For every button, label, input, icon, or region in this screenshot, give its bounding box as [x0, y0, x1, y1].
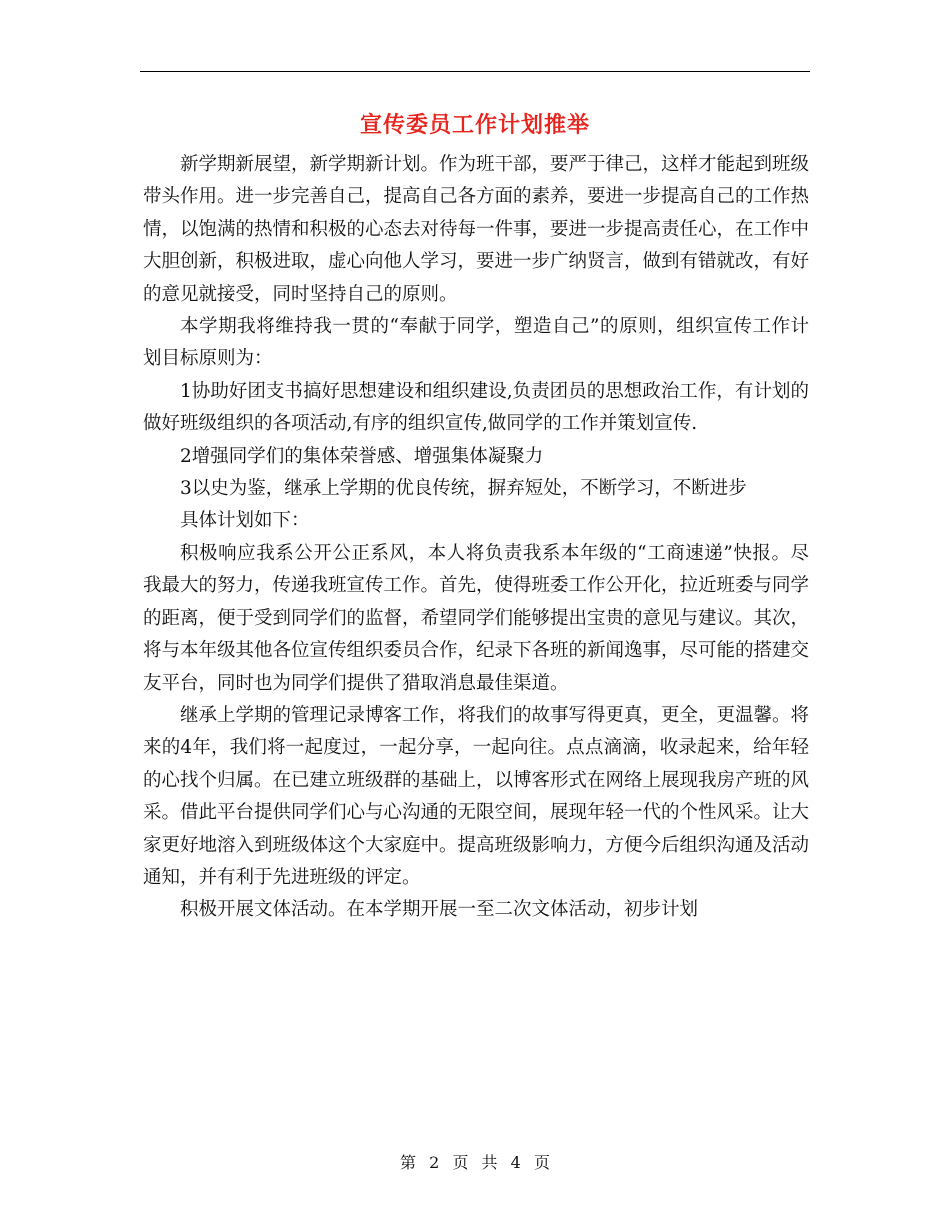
document-body — [143, 149, 809, 927]
paragraph-newsletter: 积极响应我系公开公正系风，本人将负责我系本年级的“工商速递”快报。尽我最大的努力，传递我班宣传工作。首先，使得班委工作公开化，拉近班委与同学的距离，便于受到同学们的监督，希望同学们能够提出宝贵的意见与建议。其次，将与本年级其他各位宣传组织委员合作，纪录下各班的新闻逸事，尽可能的搭建交友平台，同时也为同学们提供了猎取消息最佳渠道。 — [143, 542, 810, 694]
paragraph-goal-1: 1协助好团支书搞好思想建设和组织建设,负责团员的思想政治工作，有计划的做好班级组织的各项活动,有序的组织宣传,做同学的工作并策划宣传. — [143, 380, 809, 435]
footer-current-page: 2 — [429, 1153, 440, 1172]
footer-total-pages: 4 — [510, 1153, 521, 1172]
header-rule — [140, 71, 810, 72]
document-title: 宣传委员工作计划推举 — [359, 112, 590, 138]
footer-page-mid: 页 — [452, 1153, 469, 1172]
paragraph-blog: 继承上学期的管理记录博客工作，将我们的故事写得更真，更全，更温馨。将来的4年，我们将一起度过，一起分享，一起向往。点点滴滴，收录起来，给年轻的心找个归属。在已建立班级群的基础上，以博客形式在网络上展现我房产班的风采。借此平台提供同学们心与心沟通的无限空间，展现年轻一代的个性风采。让大家更好地溶入到班级体这个大家庭中。提高班级影响力，方便今后组织沟通及活动通知，并有利于先进班级的评定。 — [143, 704, 810, 888]
paragraph-intro: 新学期新展望，新学期新计划。作为班干部，要严于律己，这样才能起到班级带头作用。进一步完善自己，提高自己各方面的素养，要进一步提高自己的工作热情，以饱满的热情和积极的心态去对待每一件事，要进一步提高责任心，在工作中大胆创新，积极进取，虚心向他人学习，要进一步广纳贤言，做到有错就改，有好的意见就接受，同时坚持自己的原则。 — [143, 154, 810, 305]
footer-page-post: 页 — [533, 1153, 550, 1172]
paragraph-goal-2: 2增强同学们的集体荣誉感、增强集体凝聚力 — [180, 445, 544, 467]
paragraph-principle: 本学期我将维持我一贯的“奉献于同学，塑造自己”的原则，组织宣传工作计划目标原则为： — [143, 316, 809, 370]
paragraph-activities: 积极开展文体活动。在本学期开展一至二次文体活动，初步计划 — [180, 899, 699, 921]
paragraph-plan-heading: 具体计划如下： — [180, 510, 310, 532]
page-footer — [0, 1150, 950, 1173]
paragraph-goal-3: 3以史为鉴，继承上学期的优良传统，摒弃短处，不断学习，不断进步 — [180, 478, 747, 500]
footer-total-label: 共 — [481, 1153, 498, 1172]
footer-page-pre: 第 — [400, 1153, 417, 1172]
